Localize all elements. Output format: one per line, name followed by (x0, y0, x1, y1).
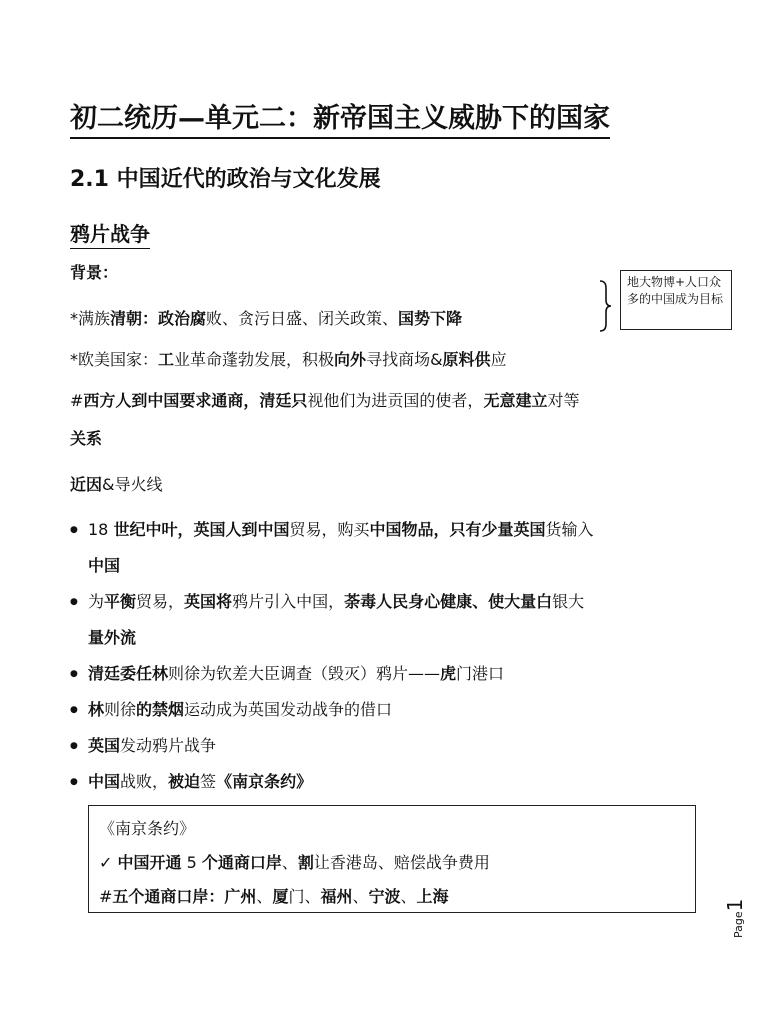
item-text: 贸易， (136, 592, 185, 611)
item-text: 签 (200, 772, 217, 791)
item-text: 5 (181, 853, 202, 872)
item-bold: 的禁烟 (136, 700, 185, 719)
item-bold: 荼毒人民身心健康、使大量白 (344, 592, 553, 611)
item-text: 门、 (288, 887, 321, 906)
item-bold: 割 (297, 853, 314, 872)
cause-label-rest: &导火线 (102, 475, 163, 494)
item-bold: 《南京条约》 (216, 772, 313, 791)
item-bold: 个通商口岸 (201, 853, 282, 872)
list-item (70, 584, 700, 656)
list-item (70, 512, 700, 584)
item-text: 战败， (120, 772, 169, 791)
list-item (70, 692, 700, 728)
treaty-item-ports (99, 846, 685, 880)
page-num: 1 (723, 898, 747, 912)
note-box: 地大物博+人口众多的中国成为目标 (620, 270, 732, 330)
western-bold3: 原料供 (442, 350, 491, 369)
item-text: 贸易，购买 (289, 520, 370, 539)
lesson-subtitle (70, 162, 381, 193)
item-text: 门港口 (456, 664, 505, 683)
list-item (70, 656, 700, 692)
hash-line-continued: 关系 (70, 429, 103, 448)
lesson-number: 2.1 (70, 167, 117, 192)
item-bold: 英国将 (184, 592, 233, 611)
item-bold: 英国 (88, 736, 121, 755)
western-bold1: 工 (158, 350, 175, 369)
check-icon: ✓ (99, 853, 118, 872)
hash-prefix: # (70, 391, 84, 410)
item-bold: 世纪中叶，英国人到中国 (113, 520, 290, 539)
item-bold: 清廷委任林 (88, 664, 169, 683)
manchu-prefix: *满族 (70, 309, 111, 328)
item-bold: 中国 (88, 556, 121, 575)
page-number (723, 898, 747, 938)
item-text: 则徐 (104, 700, 137, 719)
cause-list (70, 512, 700, 800)
cause-label-bold: 近因 (70, 475, 103, 494)
list-item (70, 728, 700, 764)
item-bold: 中国开通 (117, 853, 182, 872)
hash-rest: 对等 (547, 391, 580, 410)
western-line (70, 349, 507, 371)
item-bold: 中国 (88, 772, 121, 791)
item-bold: 福州 (320, 887, 353, 906)
item-text: 运动成为英国发动战争的借口 (184, 700, 393, 719)
item-text: 货输入 (545, 520, 594, 539)
lesson-title-bold: 中国近代的政治与文化 (116, 167, 337, 192)
western-rest: 应 (490, 350, 507, 369)
list-item (70, 764, 700, 800)
right-brace-icon (598, 280, 612, 332)
item-text: 、 (281, 853, 298, 872)
item-text: 让香港岛、赔偿战争费用 (313, 853, 490, 872)
item-bold: 被迫 (168, 772, 201, 791)
hash-mid: 视他们为进贡国的使者， (307, 391, 484, 410)
document-title: 初二统历—单元二：新帝国主义威胁下的国家 (70, 96, 610, 139)
treaty-item-five-ports (99, 880, 685, 914)
item-text: # (99, 887, 113, 906)
item-bold: 林 (88, 700, 105, 719)
treaty-box (88, 805, 696, 913)
item-bold: 虎 (440, 664, 457, 683)
item-bold: 平衡 (104, 592, 137, 611)
item-text: 发动鸦片战争 (120, 736, 217, 755)
hash-bold2: 无意建立 (483, 391, 548, 410)
item-bold: 宁波 (368, 887, 401, 906)
item-text: 为 (88, 592, 105, 611)
hash-line (70, 390, 579, 412)
western-bold2: 向外 (334, 350, 367, 369)
hash-bold1: 西方人到中国要求通商，清廷只 (83, 391, 308, 410)
item-text: 、 (400, 887, 417, 906)
manchu-line (70, 308, 462, 330)
item-text: 18 (88, 520, 114, 539)
item-text: 鸦片引入中国， (232, 592, 345, 611)
western-prefix: *欧美国家： (70, 350, 159, 369)
item-bold: 厦 (272, 887, 289, 906)
manchu-bold1: 清朝：政治腐 (110, 309, 207, 328)
item-text: 则徐为钦差大臣调查（毁灭）鸦片—— (168, 664, 441, 683)
item-text: 、 (256, 887, 273, 906)
cause-label (70, 474, 163, 496)
section-heading: 鸦片战争 (70, 218, 150, 249)
page-word: Page (732, 911, 745, 938)
background-label: 背景： (70, 263, 119, 282)
lesson-title-rest: 发展 (336, 167, 381, 192)
manchu-bold2: 国势下降 (398, 309, 463, 328)
item-text: 、 (352, 887, 369, 906)
item-text: 银大 (552, 592, 585, 611)
western-mid2: 寻找商场& (366, 350, 443, 369)
treaty-title: 《南京条约》 (99, 819, 196, 838)
item-bold: 中国物品，只有少量英国 (369, 520, 546, 539)
manchu-mid: 败、贪污日盛、闭关政策、 (206, 309, 399, 328)
item-bold: 五个通商口岸：广州 (112, 887, 257, 906)
item-bold: 上海 (416, 887, 449, 906)
western-mid1: 业革命蓬勃发展，积极 (174, 350, 335, 369)
item-bold: 量外流 (88, 628, 137, 647)
